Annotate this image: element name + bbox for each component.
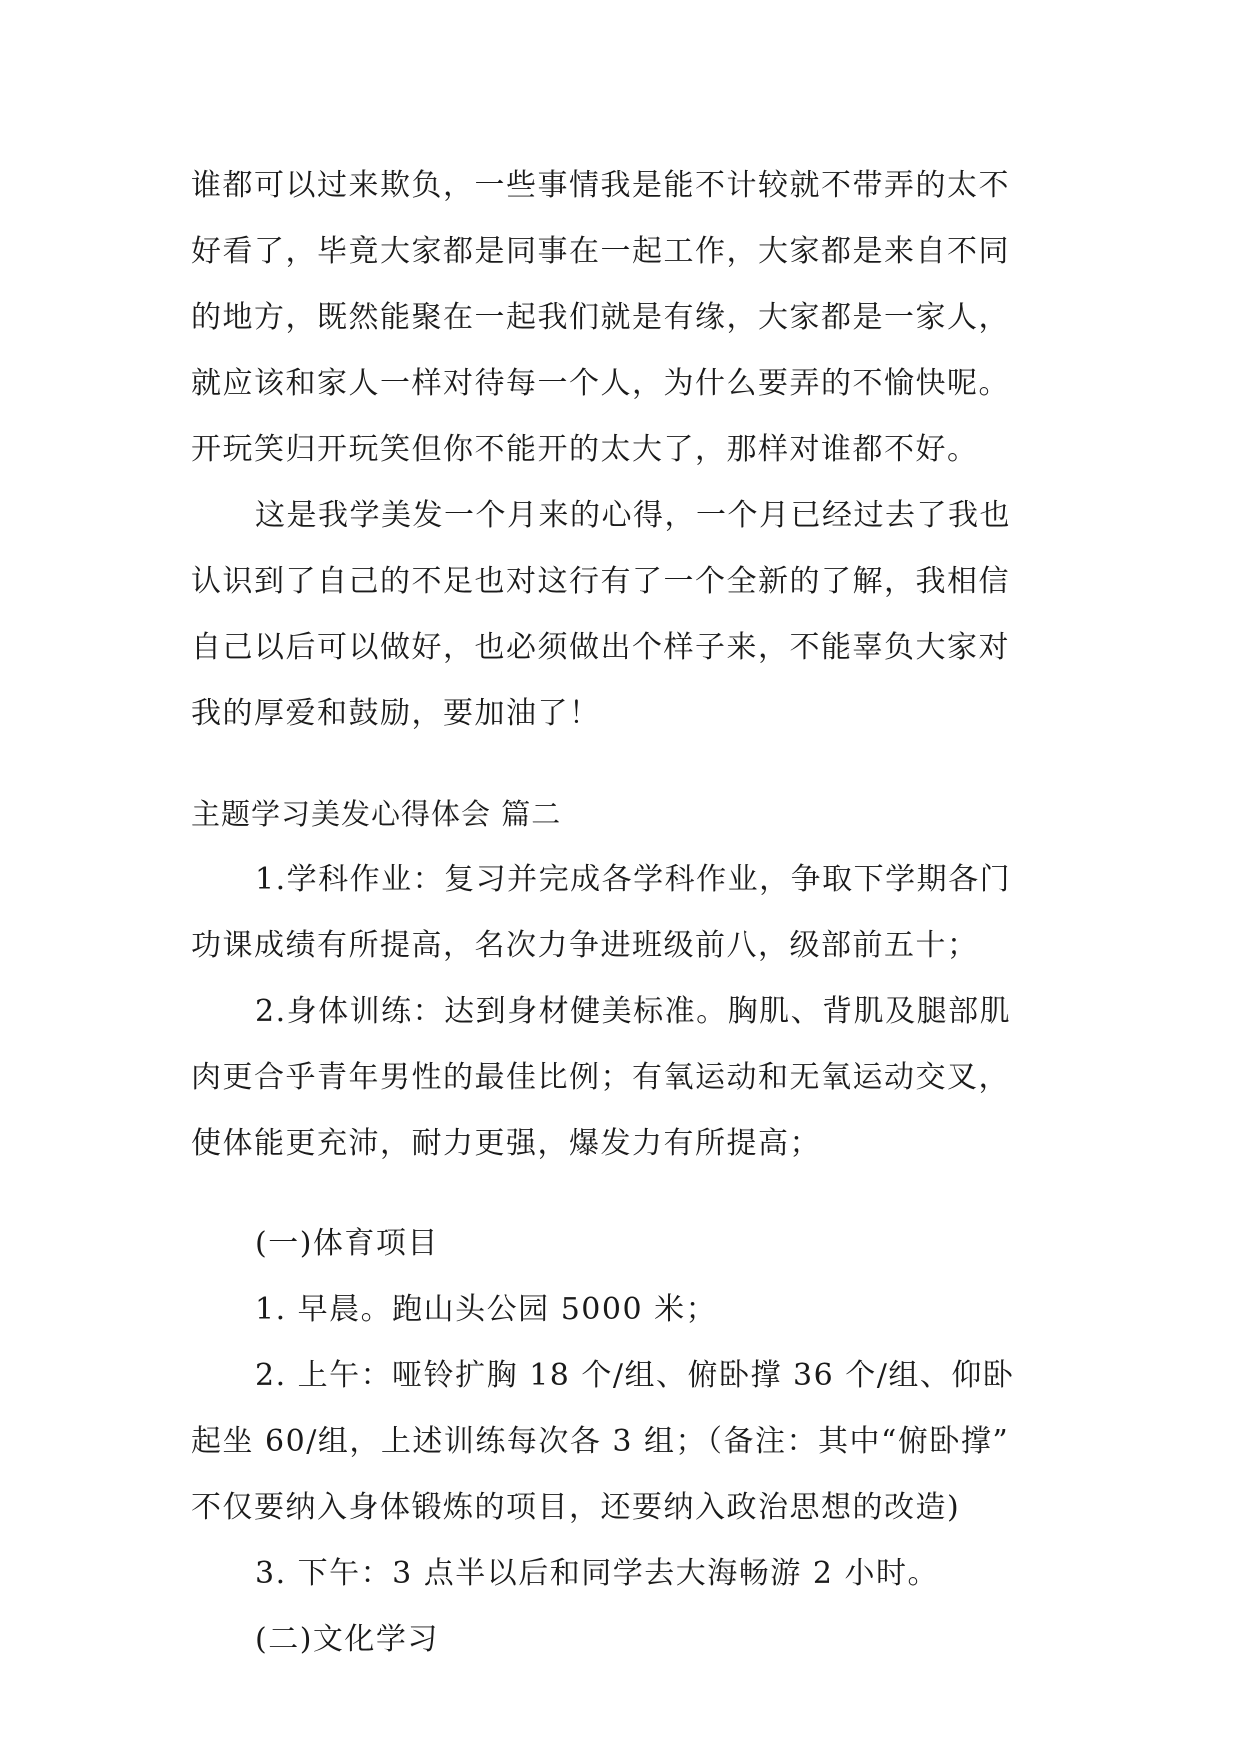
list-item-line: 2. 上午：哑铃扩胸 18 个/组、俯卧撑 36 个/组、仰卧: [255, 1358, 1015, 1393]
paragraph-line: 好看了，毕竟大家都是同事在一起工作，大家都是来自不同: [191, 234, 1010, 269]
paragraph-line: 这是我学美发一个月来的心得，一个月已经过去了我也: [255, 498, 1011, 533]
list-item-line: 2.身体训练：达到身材健美标准。胸肌、背肌及腿部肌: [255, 994, 1012, 1029]
list-item-line: 使体能更充沛，耐力更强，爆发力有所提高；: [191, 1126, 821, 1161]
list-item-line: 1.学科作业：复习并完成各学科作业，争取下学期各门: [255, 862, 1012, 897]
list-item-line: 3. 下午：3 点半以后和同学去大海畅游 2 小时。: [255, 1556, 939, 1591]
section-title: 主题学习美发心得体会 篇二: [191, 797, 562, 831]
list-item-line: 起坐 60/组，上述训练每次各 3 组；（备注：其中“俯卧撑”: [191, 1424, 1010, 1459]
paragraph-line: 谁都可以过来欺负，一些事情我是能不计较就不带弄的太不: [191, 168, 1010, 203]
list-item-line: 功课成绩有所提高，名次力争进班级前八，级部前五十；: [191, 928, 979, 963]
paragraph-line: 认识到了自己的不足也对这行有了一个全新的了解，我相信: [191, 564, 1010, 599]
paragraph-line: 自己以后可以做好，也必须做出个样子来，不能辜负大家对: [191, 630, 1010, 665]
paragraph-line: 开玩笑归开玩笑但你不能开的太大了，那样对谁都不好。: [191, 432, 979, 467]
list-item-line: 不仅要纳入身体锻炼的项目，还要纳入政治思想的改造): [191, 1490, 961, 1525]
subsection-title: (二)文化学习: [255, 1622, 439, 1657]
paragraph-line: 我的厚爱和鼓励，要加油了！: [191, 696, 601, 731]
list-item-line: 肉更合乎青年男性的最佳比例；有氧运动和无氧运动交叉，: [191, 1060, 1010, 1095]
paragraph-line: 就应该和家人一样对待每一个人，为什么要弄的不愉快呢。: [191, 366, 1010, 401]
paragraph-line: 的地方，既然能聚在一起我们就是有缘，大家都是一家人，: [191, 300, 1010, 335]
subsection-title: (一)体育项目: [255, 1226, 439, 1261]
list-item-line: 1. 早晨。跑山头公园 5000 米；: [255, 1292, 718, 1327]
